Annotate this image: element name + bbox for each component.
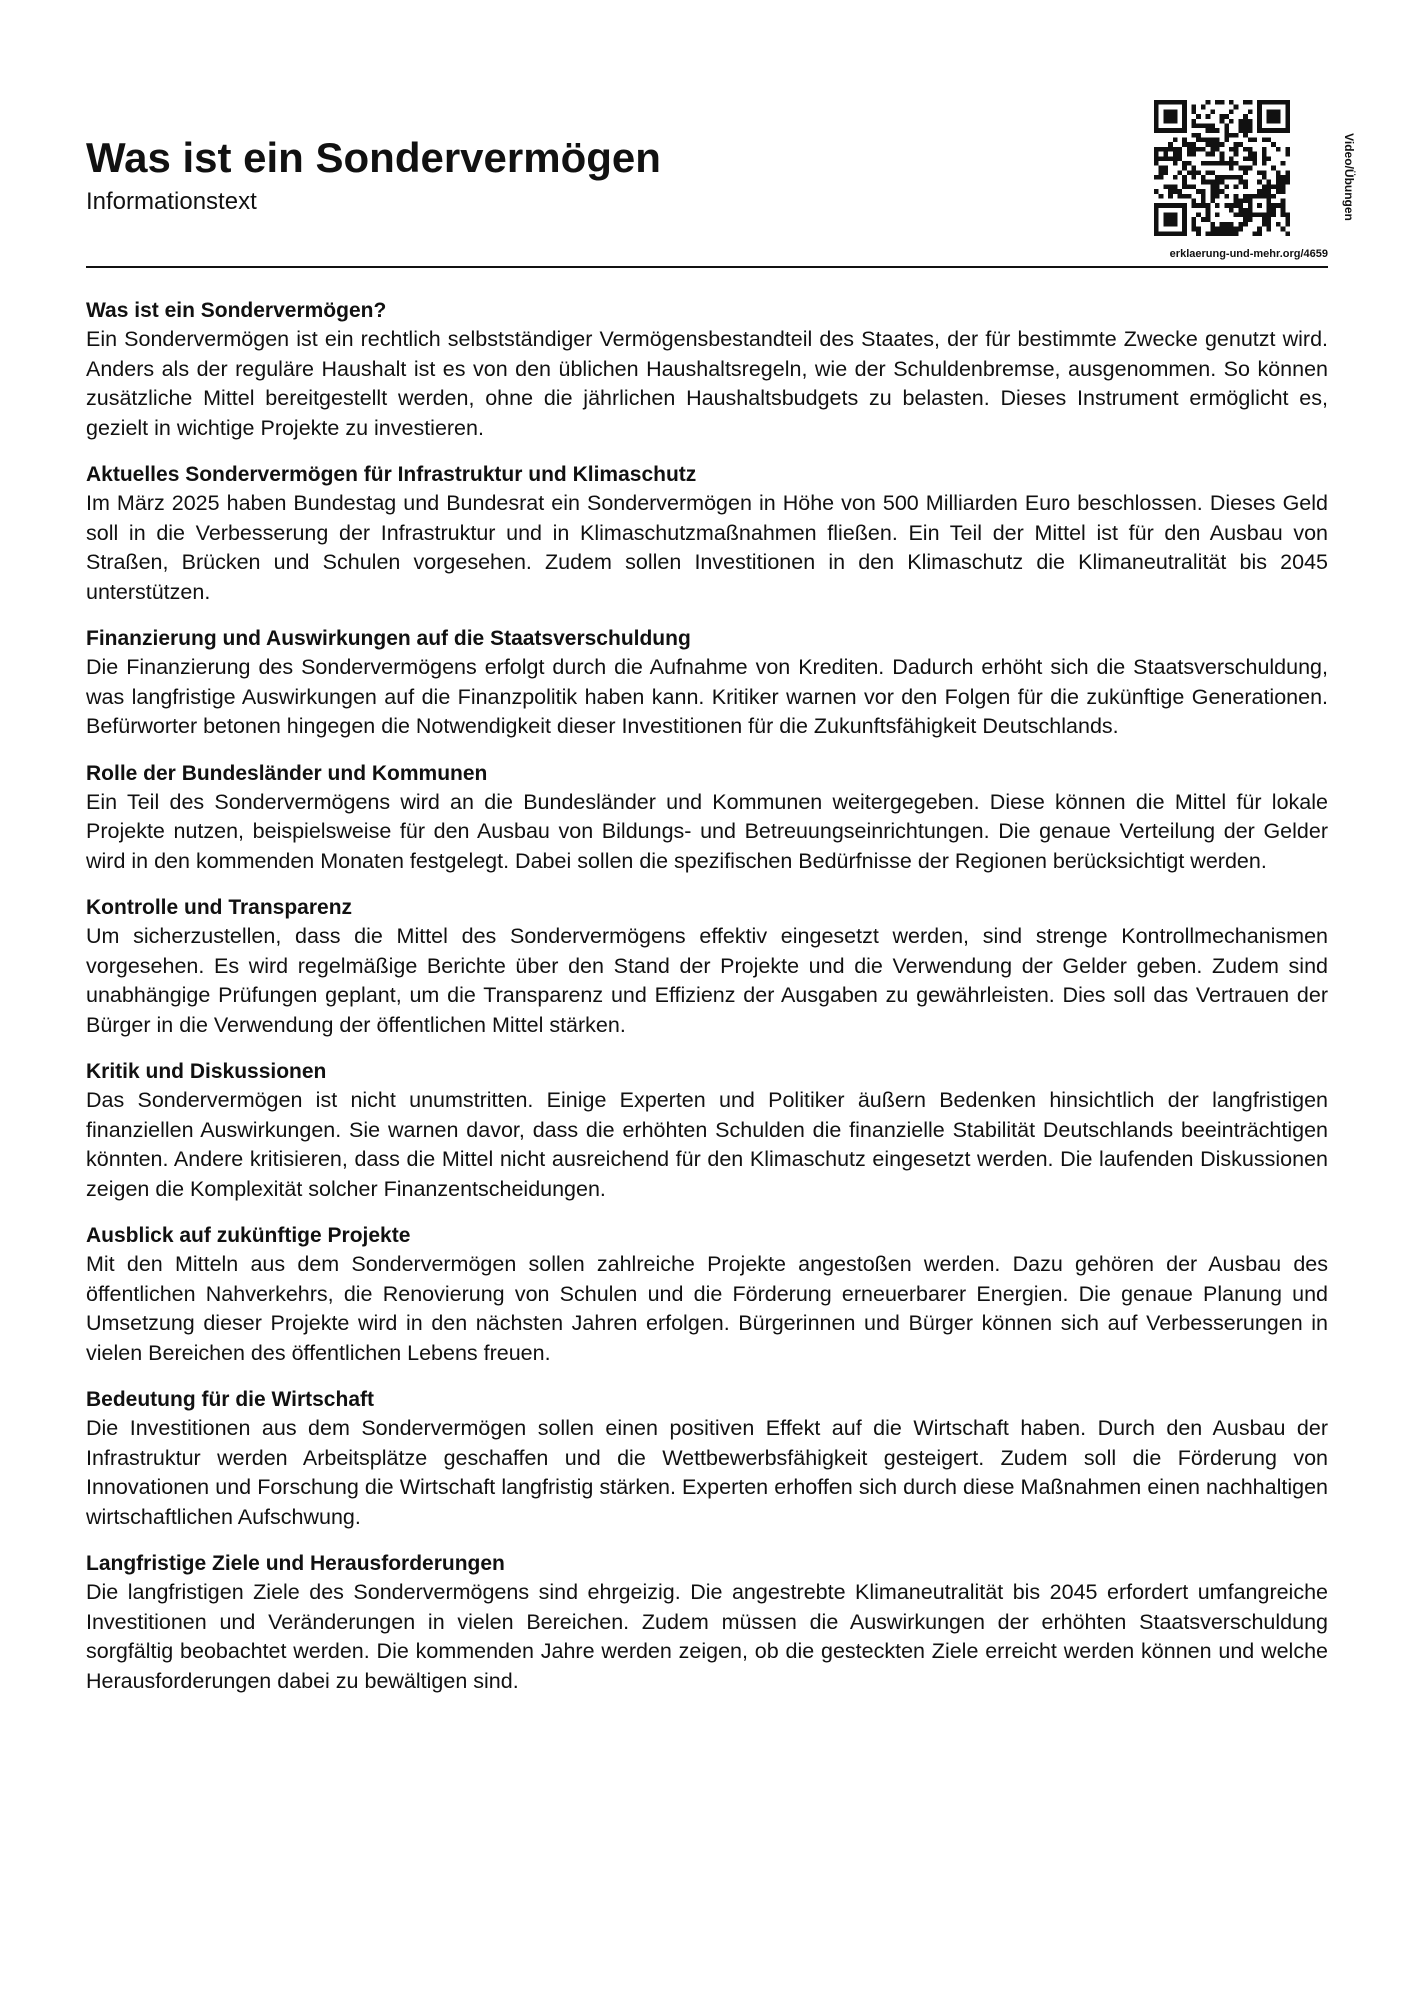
section-text: Die Finanzierung des Sondervermögens erfolgt durch die Aufnahme von Krediten. Dadurch erhöht sich die Staatsverschuldung, was langfristige Auswirkungen auf die Finanzpolitik haben kann. Kritiker warnen vor den Folgen für die zukünftige Generationen. Befürworter betonen hingegen die Notwendigkeit dieser Investitionen für die Zukunftsfähigkeit Deutschlands. (86, 655, 1328, 738)
section-heading: Kontrolle und Transparenz (86, 896, 353, 919)
section-economy (86, 1385, 1328, 1532)
section-heading: Rolle der Bundesländer und Kommunen (86, 761, 488, 785)
section-text: Ein Sondervermögen ist ein rechtlich selbstständiger Vermögensbestandteil des Staates, der für bestimmte Zwecke genutzt wird. Anders als der reguläre Haushalt ist es von den üblichen Haushaltsregeln, wie der Schuldenbremse, ausgenommen. So können zusätzliche Mittel bereitgestellt werden, ohne die jährlichen Haushaltsbudgets zu belasten. Dieses Instrument ermöglicht es, gezielt in wichtige Projekte zu investieren. (86, 327, 1328, 440)
section-definition (86, 296, 1328, 443)
section-heading: Langfristige Ziele und Herausforderungen (86, 1552, 505, 1575)
section-heading: Bedeutung für die Wirtschaft (86, 1388, 374, 1411)
section-current-fund (86, 460, 1328, 607)
section-heading: Ausblick auf zukünftige Projekte (86, 1224, 411, 1247)
section-heading: Was ist ein Sondervermögen? (86, 299, 387, 322)
section-text: Mit den Mitteln aus dem Sondervermögen sollen zahlreiche Projekte angestoßen werden. Dazu gehören der Ausbau des öffentlichen Nahverkehrs, die Renovierung von Schulen und die Förderung erneuerbarer Energien. Die genaue Planung und Umsetzung dieser Projekte wird in den nächsten Jahren erfolgen. Bürgerinnen und Bürger können sich auf Verbesserungen in vielen Bereichen des öffentlichen Lebens freuen. (86, 1252, 1328, 1365)
section-control-transparency (86, 893, 1328, 1040)
section-financing (86, 624, 1328, 742)
section-text: Im März 2025 haben Bundestag und Bundesrat ein Sondervermögen in Höhe von 500 Milliarden Euro beschlossen. Dieses Geld soll in die Verbesserung der Infrastruktur und in Klimaschutzmaßnahmen fließen. Ein Teil der Mittel ist für den Ausbau von Straßen, Brücken und Schulen vorgesehen. Zudem sollen Investitionen in den Klimaschutz die Klimaneutralität bis 2045 unterstützen. (86, 491, 1328, 604)
qr-code-icon[interactable] (1154, 100, 1290, 236)
section-heading: Finanzierung und Auswirkungen auf die Staatsverschuldung (86, 627, 691, 650)
source-url-link[interactable]: erklaerung-und-mehr.org/4659 (1169, 248, 1328, 260)
section-text: Die Investitionen aus dem Sondervermögen sollen einen positiven Effekt auf die Wirtschaft haben. Durch den Ausbau der Infrastruktur werden Arbeitsplätze geschaffen und die Wettbewerbsfähigkeit gesteigert. Zudem soll die Förderung von Innovationen und Forschung die Wirtschaft langfristig stärken. Experten erhoffen sich durch diese Maßnahmen einen nachhaltigen wirtschaftlichen Aufschwung. (86, 1416, 1328, 1529)
article-body (86, 296, 1328, 1713)
section-criticism (86, 1057, 1328, 1204)
header-divider (86, 266, 1328, 268)
video-exercises-text: Video/Übungen (1342, 133, 1356, 221)
section-text: Ein Teil des Sondervermögens wird an die Bundesländer und Kommunen weitergegeben. Diese können die Mittel für lokale Projekte nutzen, beispielsweise für den Ausbau von Bildungs- und Betreuungseinrichtungen. Die genaue Verteilung der Gelder wird in den kommenden Monaten festgelegt. Dabei sollen die spezifischen Bedürfnisse der Regionen berücksichtigt werden. (86, 789, 1328, 873)
page-title: Was ist ein Sondervermögen (86, 134, 661, 181)
section-text: Das Sondervermögen ist nicht unumstritten. Einige Experten und Politiker äußern Bedenken hinsichtlich der langfristigen finanziellen Auswirkungen. Sie warnen davor, dass die erhöhten Schulden die finanzielle Stabilität Deutschlands beeinträchtigen könnten. Andere kritisieren, dass die Mittel nicht ausreichend für den Klimaschutz eingesetzt werden. Die laufenden Diskussionen zeigen die Komplexität solcher Finanzentscheidungen. (86, 1088, 1328, 1201)
section-text: Die langfristigen Ziele des Sondervermögens sind ehrgeizig. Die angestrebte Klimaneutralität bis 2045 erfordert umfangreiche Investitionen und Veränderungen in vielen Bereichen. Zudem müssen die Auswirkungen der erhöhten Staatsverschuldung sorgfältig beobachtet werden. Die kommenden Jahre werden zeigen, ob die gesteckten Ziele erreicht werden können und welche Herausforderungen dabei zu bewältigen sind. (86, 1580, 1328, 1693)
page-subtitle: Informationstext (86, 188, 257, 215)
section-long-term-goals (86, 1549, 1328, 1696)
section-states-municipalities (86, 759, 1328, 877)
video-exercises-label[interactable] (1340, 122, 1358, 232)
worksheet-page (86, 0, 1356, 2000)
section-text: Um sicherzustellen, dass die Mittel des Sondervermögens effektiv eingesetzt werden, sind strenge Kontrollmechanismen vorgesehen. Es wird regelmäßige Berichte über den Stand der Projekte und die Verwendung der Gelder geben. Zudem sind unabhängige Prüfungen geplant, um die Transparenz und Effizienz der Ausgaben zu gewährleisten. Dies soll das Vertrauen der Bürger in die Verwendung der öffentlichen Mittel stärken. (86, 924, 1328, 1037)
section-outlook (86, 1221, 1328, 1368)
section-heading: Kritik und Diskussionen (86, 1060, 327, 1083)
section-heading: Aktuelles Sondervermögen für Infrastruktur und Klimaschutz (86, 463, 697, 486)
